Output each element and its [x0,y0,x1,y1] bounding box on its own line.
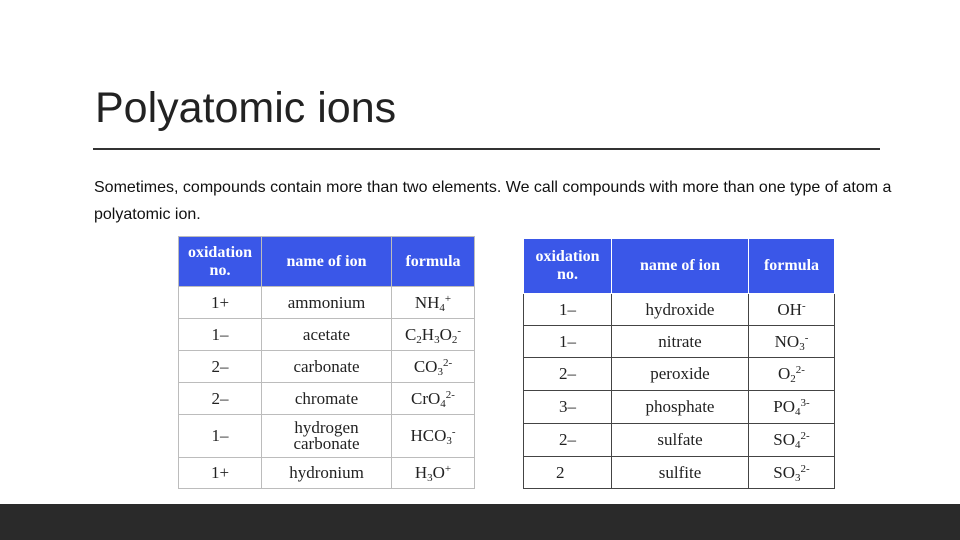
table-row [524,391,835,424]
formula-cell [392,351,475,383]
ion-name-cell: hydronium [262,458,392,489]
table-row [179,351,475,383]
formula-sup: 3- [800,397,810,409]
oxidation-cell: 2 [524,457,612,489]
table-row [179,319,475,351]
formula-symbol: H [414,463,428,482]
oxidation-cell: 1+ [179,458,262,489]
formula-sup: 2- [800,430,810,442]
body-text: Sometimes, compounds contain more than two elements. We call compounds with more than one type of atom a polyatomic ion. [94,179,892,223]
formula-cell [392,319,475,351]
oxidation-cell: 2– [524,358,612,391]
ions-table-left [178,236,475,489]
ion-name-cell: carbonate [262,351,392,383]
formula-sup: - [451,426,456,438]
oxidation-cell: 1– [179,319,262,351]
header-formula: formula [749,239,835,294]
oxidation-cell: 3– [524,391,612,424]
formula-symbol: CO [413,356,438,376]
formula-symbol: O [439,324,452,344]
formula-cell [749,424,835,457]
formula-sub: 3 [427,472,433,484]
formula-symbol: C [404,324,417,344]
formula-symbol: SO [773,462,796,482]
ion-name-cell: sulfite [612,457,749,489]
oxidation-cell: 1– [524,326,612,358]
formula-symbol: CrO [411,388,441,408]
formula-sub: 4 [440,397,446,410]
header-name-of-ion: name of ion [612,239,749,294]
slide-title: Polyatomic ions [95,84,397,132]
formula-sub: 3 [446,435,452,447]
formula-sup: + [444,463,452,475]
formula-sub: 3 [795,471,801,484]
ions-table-left-body [179,287,475,489]
formula-cell [749,391,835,424]
formula-sub: 3 [437,365,443,378]
formula-sup: 2- [445,388,455,401]
formula-cell [749,358,835,391]
formula-symbol: NH [414,292,440,312]
oxidation-cell: 1+ [179,287,262,319]
formula-sup: 2- [795,364,805,376]
formula-symbol: SO [773,430,796,449]
formula-sup: - [457,324,462,337]
formula-sub: 4 [795,406,801,418]
formula-sub: 4 [439,301,445,314]
table-row [524,424,835,457]
ion-name-cell: phosphate [612,391,749,424]
table-row [524,326,835,358]
formula-sub: 3 [799,340,805,353]
formula-sub: 2 [451,333,458,346]
formula-sub: 2 [790,373,796,385]
ion-name-cell: chromate [262,383,392,415]
oxidation-cell: 2– [179,351,262,383]
formula-cell [749,294,835,326]
table-row [179,383,475,415]
formula-cell [392,383,475,415]
formula-sup: + [444,292,452,305]
formula-symbol: OH [777,299,802,319]
table-row [179,415,475,458]
formula-symbol: O [432,463,445,482]
header-oxidation-no: oxidation no. [524,239,612,294]
table-row [179,458,475,489]
ion-name-cell: hydrogen carbonate [262,415,392,458]
formula-sub: 2 [416,333,422,346]
table-row [524,358,835,391]
ion-name-cell: sulfate [612,424,749,457]
formula-symbol: HCO [410,426,447,445]
formula-sub: 4 [795,439,801,451]
formula-symbol: H [421,324,435,344]
oxidation-cell: 2– [524,424,612,457]
formula-sup: - [804,331,809,344]
oxidation-cell: 2– [179,383,262,415]
header-oxidation-no: oxidation no. [179,237,262,287]
formula-cell [392,458,475,489]
ions-table-right [523,238,835,489]
formula-sup: 2- [442,356,453,369]
oxidation-cell: 1– [524,294,612,326]
table-row [179,287,475,319]
header-formula: formula [392,237,475,287]
ion-name-cell: acetate [262,319,392,351]
table-row [524,457,835,489]
formula-sup: - [801,299,806,312]
formula-sub: 3 [434,333,440,346]
ion-name-cell: nitrate [612,326,749,358]
oxidation-cell: 1– [179,415,262,458]
footer-bar [0,504,960,540]
ion-name-cell: peroxide [612,358,749,391]
formula-symbol: PO [773,397,796,416]
table-row [524,294,835,326]
formula-cell [392,287,475,319]
ions-table-right-body [524,294,835,489]
formula-cell [749,326,835,358]
ion-name-cell: ammonium [262,287,392,319]
title-divider [93,148,880,150]
formula-symbol: NO [774,331,800,351]
formula-cell [749,457,835,489]
ion-name-cell: hydroxide [612,294,749,326]
header-name-of-ion: name of ion [262,237,392,287]
formula-cell [392,415,475,458]
formula-sup: 2- [800,462,810,475]
formula-symbol: O [778,364,791,383]
